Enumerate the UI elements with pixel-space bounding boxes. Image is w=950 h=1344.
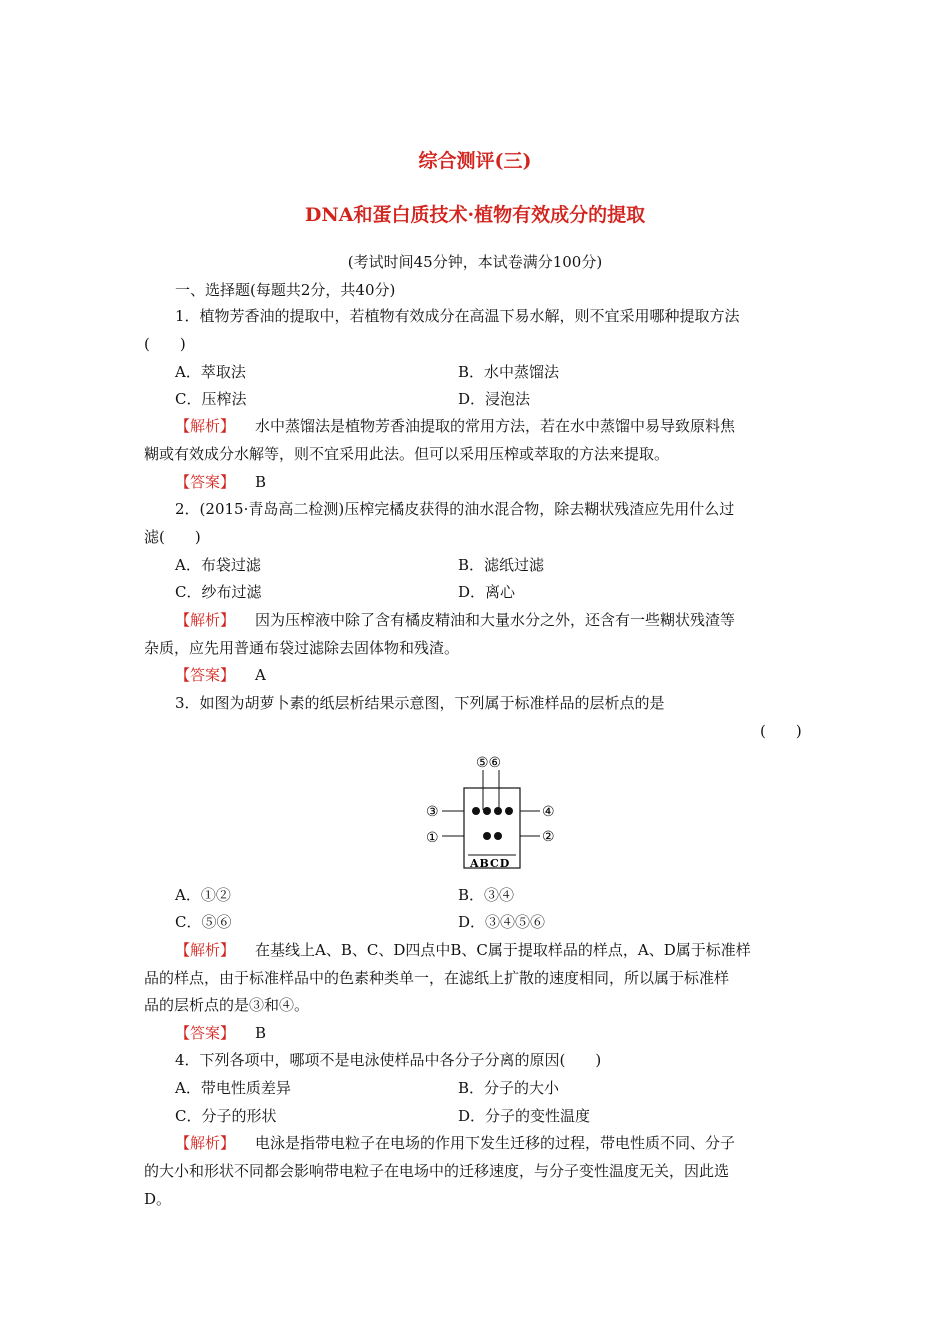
q1-option-c: C．压榨法 bbox=[175, 390, 247, 408]
q2-option-c: C．纱布过滤 bbox=[175, 583, 262, 601]
analysis-label: 【解析】 bbox=[175, 941, 236, 959]
q4-option-b: B．分子的大小 bbox=[458, 1079, 560, 1097]
q1-option-d: D．浸泡法 bbox=[458, 390, 531, 408]
q1-answer-value: B bbox=[255, 473, 267, 491]
q3-option-b: B．③④ bbox=[458, 886, 515, 904]
q1-option-a: A．萃取法 bbox=[175, 363, 246, 381]
q1-stem-cont: ( ) bbox=[144, 335, 186, 353]
spot-c-upper bbox=[494, 807, 502, 815]
figure-label-left-upper: ③ bbox=[426, 804, 439, 820]
q2-analysis-text: 因为压榨液中除了含有橘皮精油和大量水分之外，还含有一些糊状残渣等 bbox=[255, 611, 736, 629]
q4-option-c: C．分子的形状 bbox=[175, 1107, 277, 1125]
section-heading: 一、选择题(每题共2分，共40分) bbox=[175, 281, 396, 299]
q3-option-a: A．①② bbox=[175, 886, 231, 904]
answer-label: 【答案】 bbox=[175, 473, 236, 491]
q3-stem: 3．如图为胡萝卜素的纸层析结果示意图，下列属于标准样品的层析点的是 bbox=[175, 694, 665, 712]
figure-label-top: ⑤⑥ bbox=[476, 755, 502, 771]
q1-analysis bbox=[175, 416, 735, 436]
answer-label: 【答案】 bbox=[175, 666, 236, 684]
q4-analysis-cont2: D。 bbox=[144, 1190, 172, 1208]
spot-b-lower bbox=[483, 832, 491, 840]
baseline-labels: ABCD bbox=[470, 857, 511, 870]
analysis-label: 【解析】 bbox=[175, 1134, 236, 1152]
figure-label-right-lower: ② bbox=[542, 829, 555, 845]
spot-a-upper bbox=[472, 807, 480, 815]
q2-option-a: A．布袋过滤 bbox=[175, 556, 261, 574]
spot-b-upper bbox=[483, 807, 491, 815]
q3-answer bbox=[175, 1023, 266, 1043]
figure-label-right-upper: ④ bbox=[542, 804, 555, 820]
q4-option-d: D．分子的变性温度 bbox=[458, 1107, 591, 1125]
q4-stem: 4．下列各项中，哪项不是电泳使样品中各分子分离的原因( ) bbox=[175, 1051, 602, 1069]
q2-option-d: D．离心 bbox=[458, 583, 516, 601]
q2-stem-cont: 滤( ) bbox=[144, 528, 201, 546]
q3-answer-value: B bbox=[255, 1024, 267, 1042]
q1-analysis-text: 水中蒸馏法是植物芳香油提取的常用方法，若在水中蒸馏中易导致原料焦 bbox=[255, 417, 736, 435]
q2-analysis bbox=[175, 610, 735, 630]
q3-stem-bracket: ( ) bbox=[760, 722, 802, 740]
q2-stem: 2．(2015·青岛高二检测)压榨完橘皮获得的油水混合物，除去糊状残渣应先用什么过 bbox=[175, 500, 735, 518]
q3-option-d: D．③④⑤⑥ bbox=[458, 913, 546, 931]
q1-stem: 1．植物芳香油的提取中，若植物有效成分在高温下易水解，则不宜采用哪种提取方法 bbox=[175, 307, 740, 325]
q3-analysis-text: 在基线上A、B、C、D四点中B、C属于提取样品的样点，A、D属于标准样 bbox=[255, 941, 751, 959]
analysis-label: 【解析】 bbox=[175, 611, 236, 629]
q4-analysis-text: 电泳是指带电粒子在电场的作用下发生迁移的过程，带电性质不同、分子 bbox=[255, 1134, 736, 1152]
spot-d-upper bbox=[505, 807, 513, 815]
q1-analysis-cont: 糊或有效成分水解等，则不宜采用此法。但可以采用压榨或萃取的方法来提取。 bbox=[144, 445, 670, 463]
q2-option-b: B．滤纸过滤 bbox=[458, 556, 545, 574]
q1-option-b: B．水中蒸馏法 bbox=[458, 363, 560, 381]
q2-answer-value: A bbox=[255, 666, 266, 684]
q3-analysis-cont: 品的样点，由于标准样品中的色素种类单一，在滤纸上扩散的速度相同，所以属于标准样 bbox=[144, 969, 730, 987]
q3-option-c: C．⑤⑥ bbox=[175, 913, 232, 931]
q3-analysis-cont2: 品的层析点的是③和④。 bbox=[144, 996, 310, 1014]
q1-answer bbox=[175, 472, 266, 492]
page-title: 综合测评(三) bbox=[418, 150, 532, 172]
answer-label: 【答案】 bbox=[175, 1024, 236, 1042]
chromatography-figure bbox=[420, 750, 570, 875]
figure-label-left-lower: ① bbox=[426, 830, 439, 846]
q2-analysis-cont: 杂质，应先用普通布袋过滤除去固体物和残渣。 bbox=[144, 639, 460, 657]
analysis-label: 【解析】 bbox=[175, 417, 236, 435]
paper-strip bbox=[464, 788, 520, 868]
page-subtitle: DNA和蛋白质技术·植物有效成分的提取 bbox=[304, 204, 646, 226]
q4-analysis bbox=[175, 1133, 735, 1153]
q3-analysis bbox=[175, 940, 751, 960]
q4-analysis-cont: 的大小和形状不同都会影响带电粒子在电场中的迁移速度，与分子变性温度无关，因此选 bbox=[144, 1162, 730, 1180]
q4-option-a: A．带电性质差异 bbox=[175, 1079, 291, 1097]
exam-info: (考试时间45分钟，本试卷满分100分) bbox=[347, 253, 603, 271]
spot-c-lower bbox=[494, 832, 502, 840]
q2-answer bbox=[175, 665, 266, 685]
